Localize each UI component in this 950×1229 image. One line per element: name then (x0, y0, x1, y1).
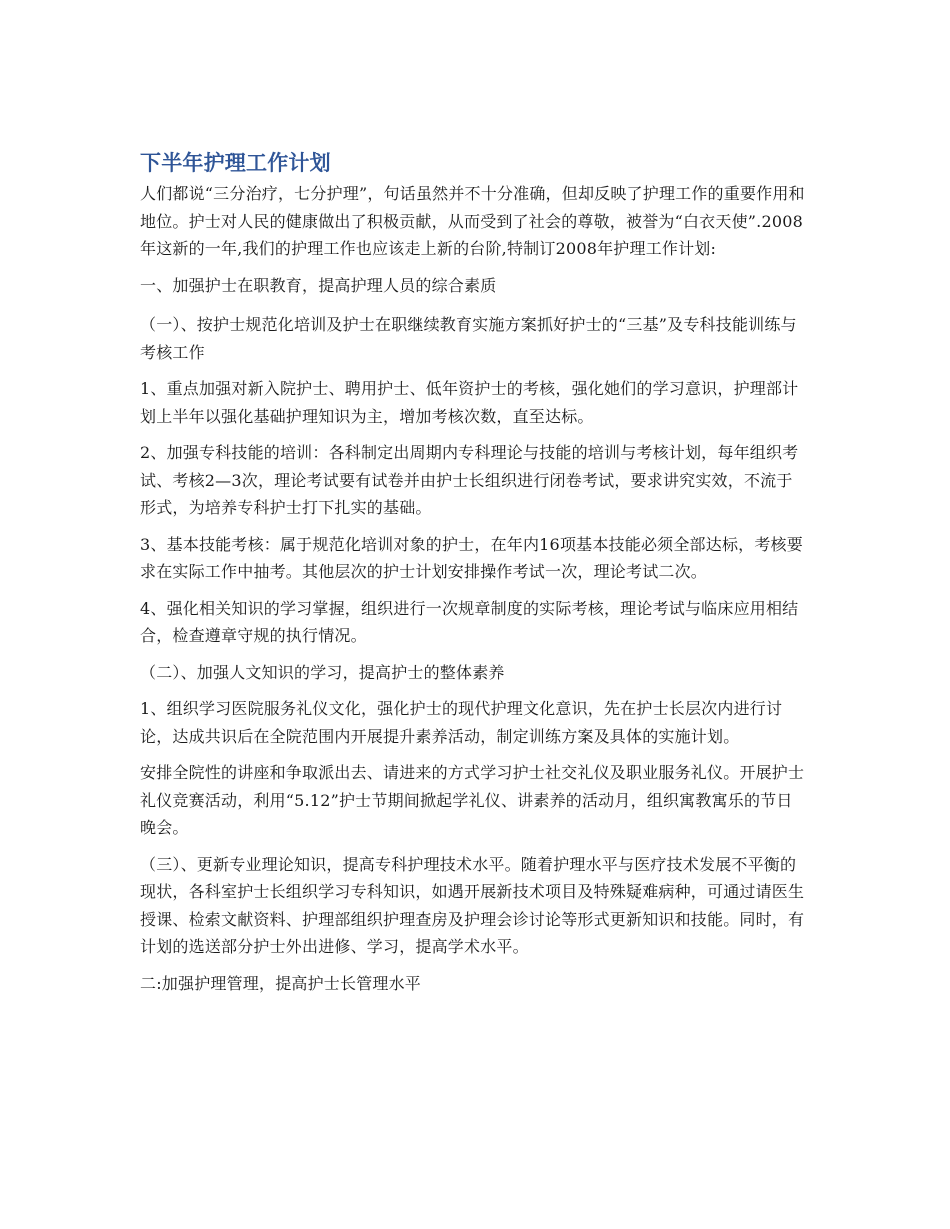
subsection-heading-1: （一）、按护士规范化培训及护士在职继续教育实施方案抓好护士的“三基”及专科技能训练与考核工作 (140, 315, 797, 362)
body-paragraph: 安排全院性的讲座和争取派出去、请进来的方式学习护士社交礼仪及职业服务礼仪。开展护士礼仪竞赛活动，利用“5.12”护士节期间掀起学礼仪、讲素养的活动月，组织寓教寓乐的节日晚会。 (140, 763, 805, 837)
subsection-heading-2: （二）、加强人文知识的学习，提高护士的整体素养 (140, 662, 505, 682)
subsection-heading-3: （三）、更新专业理论知识，提高专科护理技术水平。随着护理水平与医疗技术发展不平衡的现状，各科室护士长组织学习专科知识，如遇开展新技术项目及特殊疑难病种，可通过请医生授课、检索文献资料、护理部组织护理查房及护理会诊讨论等形式更新知识和技能。同时，有计划的选送部分护士外出进修、学习，提高学术水平。 (140, 854, 805, 956)
list-item-1: 1、重点加强对新入院护士、聘用护士、低年资护士的考核，强化她们的学习意识，护理部计划上半年以强化基础护理知识为主，增加考核次数，直至达标。 (140, 379, 799, 426)
section-heading-2: 二:加强护理管理，提高护士长管理水平 (140, 973, 421, 993)
list-item-3: 3、基本技能考核：属于规范化培训对象的护士，在年内16项基本技能必须全部达标，考核要求在实际工作中抽考。其他层次的护士计划安排操作考试一次，理论考试二次。 (140, 534, 803, 581)
list-item-4: 4、强化相关知识的学习掌握，组织进行一次规章制度的实际考核，理论考试与临床应用相结合，检查遵章守规的执行情况。 (140, 598, 799, 645)
list-item-2: 2、加强专科技能的培训：各科制定出周期内专科理论与技能的培训与考核计划，每年组织考试、考核2—3次，理论考试要有试卷并由护士长组织进行闭卷考试，要求讲究实效，不流于形式，为培养专科护士打下扎实的基础。 (140, 443, 799, 517)
document-body (140, 148, 808, 1006)
document-title: 下半年护理工作计划 (140, 151, 331, 175)
intro-paragraph: 人们都说“三分治疗，七分护理”，句话虽然并不十分准确，但却反映了护理工作的重要作用和地位。护士对人民的健康做出了积极贡献，从而受到了社会的尊敬，被誉为“白衣天使”.2008年这新的一年,我们的护理工作也应该走上新的台阶,特制订2008年护理工作计划: (140, 184, 805, 258)
section-heading-1: 一、加强护士在职教育，提高护理人员的综合素质 (140, 275, 497, 295)
list-item-5: 1、组织学习医院服务礼仪文化，强化护士的现代护理文化意识，先在护士长层次内进行讨论，达成共识后在全院范围内开展提升素养活动，制定训练方案及具体的实施计划。 (140, 699, 783, 746)
